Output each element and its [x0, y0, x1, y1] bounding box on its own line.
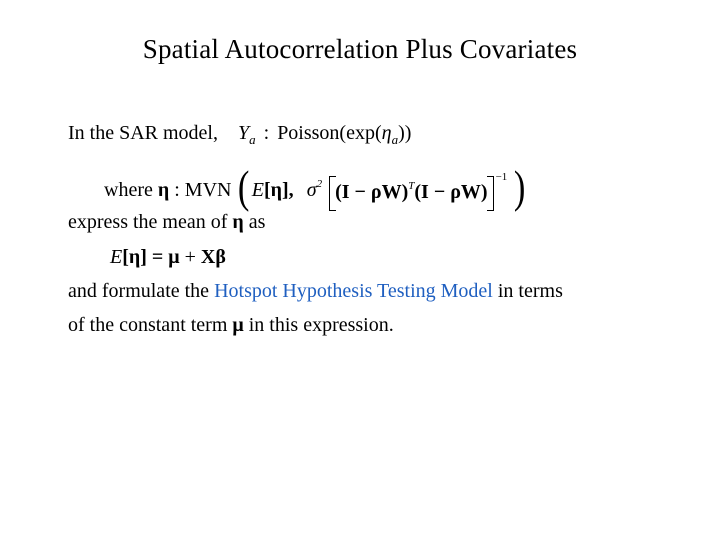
- right-big-paren: ): [514, 161, 526, 212]
- y-symbol: Y: [238, 122, 250, 144]
- covariance-bracket: [329, 176, 494, 211]
- sigma-symbol: σ: [306, 179, 317, 201]
- eta-symbol: η: [381, 122, 392, 144]
- where-text: where: [104, 179, 153, 201]
- eta-subscript: a: [391, 132, 399, 147]
- formulate-text-pre: and formulate the: [68, 280, 210, 302]
- eta-bold-symbol-2: η: [232, 211, 244, 233]
- mu-symbol: μ: [168, 246, 180, 268]
- mean-text-pre: express the mean of: [68, 211, 228, 233]
- constant-text-pre: of the constant term: [68, 314, 228, 336]
- sigma-exponent: 2: [316, 178, 323, 190]
- constant-term-line: [68, 313, 394, 337]
- expectation-symbol-2: E: [110, 246, 123, 268]
- transpose-superscript: T: [408, 180, 415, 192]
- formulate-line: [68, 279, 563, 303]
- mean-line: [68, 210, 265, 234]
- mvn-separator: :: [174, 179, 180, 201]
- mean-text-post: as: [248, 211, 266, 233]
- expectation-argument: [η],: [264, 179, 294, 201]
- inverse-superscript: −1: [495, 171, 508, 183]
- poisson-open: Poisson(exp(: [277, 122, 382, 144]
- left-big-paren: (: [238, 161, 250, 212]
- formulate-text-post: in terms: [497, 280, 563, 302]
- mu-symbol-2: μ: [232, 314, 244, 336]
- eta-bold-symbol: η: [157, 179, 170, 201]
- y-subscript: a: [249, 132, 256, 147]
- mean-equation: [110, 245, 226, 269]
- hotspot-model-link[interactable]: Hotspot Hypothesis Testing Model: [214, 280, 493, 302]
- sar-model-line: [68, 121, 411, 147]
- distribution-separator: :: [263, 122, 270, 144]
- expectation-argument-2: [η] =: [122, 246, 164, 268]
- mvn-line: [104, 161, 528, 212]
- constant-text-post: in this expression.: [248, 314, 394, 336]
- intro-text: In the SAR model,: [68, 122, 218, 144]
- covariance-term-2: (I − ρW): [414, 181, 488, 203]
- plus-sign: +: [184, 246, 196, 268]
- covariance-term-1: (I − ρW): [335, 181, 409, 203]
- slide-title: Spatial Autocorrelation Plus Covariates: [142, 34, 578, 64]
- mvn-text: MVN: [184, 179, 232, 201]
- poisson-close: )): [398, 122, 412, 144]
- expectation-symbol: E: [251, 179, 264, 201]
- x-beta-term: Xβ: [200, 246, 226, 268]
